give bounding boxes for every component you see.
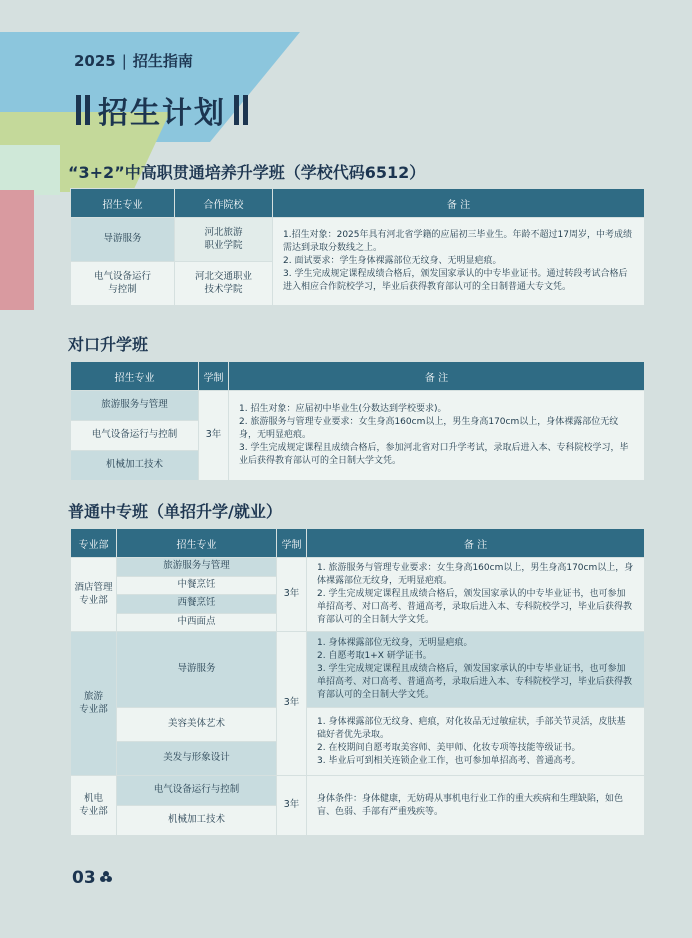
note-line: 3. 学生完成规定课程成绩合格后，颁发国家承认的中专毕业证书。通过转段考试合格后进入相应合作院校学习，毕业后获得教育部认可的全日制普通大专文凭。: [283, 269, 628, 293]
page-title: [68, 88, 256, 132]
note-line: 1. 招生对象：应届初中毕业生(分数达到学校要求)。: [239, 403, 447, 414]
note-line: 2. 面试要求：学生身体裸露部位无纹身、无明显疤痕。: [283, 255, 502, 266]
page-number: [72, 868, 113, 888]
section1-title: “3+2”中高职贯通培养升学班（学校代码6512）: [68, 163, 426, 182]
table-header-cell: 备 注: [307, 529, 645, 558]
dept-cell: 旅游 专业部: [71, 632, 117, 776]
dept-cell: 酒店管理 专业部: [71, 558, 117, 632]
note-line: 1.招生对象：2025年具有河北省学籍的应届初三毕业生。年龄不超过17周岁，中考成绩需达到录取分数线之上。: [283, 229, 632, 253]
major-cell: 西餐烹饪: [117, 595, 277, 614]
table-header-cell: 备 注: [273, 189, 645, 218]
duration-cell: 3年: [277, 632, 307, 776]
table-row: [71, 632, 645, 708]
table-header-row: [71, 362, 645, 391]
decor-mint-shape: [0, 145, 60, 195]
partner-cell: 河北交通职业 技术学院: [175, 262, 273, 306]
table-row: [71, 776, 645, 806]
table-header-cell: 招生专业: [117, 529, 277, 558]
note-line: 2. 学生完成规定课程且成绩合格后，颁发国家承认的中专毕业证书，也可参加单招高考、对口高考、普通高考，录取后进入本、专科院校学习，毕业后获得教育部认可的全日制大学文凭。: [317, 589, 633, 626]
major-cell: 机械加工技术: [71, 451, 199, 481]
dept-cell: 机电 专业部: [71, 776, 117, 836]
major-cell: 导游服务: [117, 632, 277, 708]
decor-pink-shape: [0, 190, 34, 310]
note-line: 1. 身体裸露部位无纹身，无明显疤痕。: [317, 638, 473, 649]
table-row: [71, 218, 645, 262]
title-bars-right-icon: [232, 95, 250, 125]
notes-cell: [307, 632, 645, 708]
note-line: 3. 毕业后可到相关连锁企业工作，也可参加单招高考、普通高考。: [317, 755, 581, 766]
duration-cell: 3年: [199, 391, 229, 481]
note-line: 1. 身体裸露部位无纹身、疤痕，对化妆品无过敏症状，手部关节灵活，皮肤基础好者优先录取。: [317, 716, 626, 740]
section1-table: [70, 188, 645, 306]
note-line: 1. 旅游服务与管理专业要求：女生身高160cm以上，男生身高170cm以上，身体裸露部位无纹身，无明显疤痕。: [317, 563, 634, 587]
table-header-cell: 备 注: [229, 362, 645, 391]
major-cell: 美容美体艺术: [117, 708, 277, 742]
header-year: 2025: [74, 52, 116, 70]
header-title: 招生指南: [132, 52, 193, 70]
table-header-cell: 合作院校: [175, 189, 273, 218]
major-cell: 电气设备运行 与控制: [71, 262, 175, 306]
section2-title: 对口升学班: [68, 335, 149, 354]
notes-cell: [273, 218, 645, 306]
page-title-text: 招生计划: [98, 96, 226, 131]
notes-cell: [307, 776, 645, 836]
notes-cell: [307, 558, 645, 632]
note-line: 3. 学生完成规定课程且成绩合格后，颁发国家承认的中专毕业证书，也可参加单招高考、对口高考、普通高考，录取后进入本、专科院校学习，毕业后获得教育部认可的全日制大学文凭。: [317, 664, 633, 701]
note-line: 2. 旅游服务与管理专业要求：女生身高160cm以上，男生身高170cm以上，身体裸露部位无纹身，无明显疤痕。: [239, 416, 619, 440]
major-cell: 旅游服务与管理: [71, 391, 199, 421]
table-header-row: [71, 189, 645, 218]
page-number-text: 03: [72, 868, 96, 888]
table-row: [71, 558, 645, 577]
table-row: [71, 391, 645, 421]
note-line: 2. 在校期间自愿考取美容师、美甲师、化妆专项等技能等级证书。: [317, 742, 581, 753]
duration-cell: 3年: [277, 776, 307, 836]
flower-icon: [99, 870, 113, 884]
notes-cell: [307, 708, 645, 776]
table-row: [71, 708, 645, 742]
major-cell: 电气设备运行与控制: [71, 421, 199, 451]
major-cell: 美发与形象设计: [117, 742, 277, 776]
table-header-cell: 学制: [277, 529, 307, 558]
major-cell: 机械加工技术: [117, 806, 277, 836]
section3-title: 普通中专班（单招升学/就业）: [68, 502, 282, 521]
major-cell: 电气设备运行与控制: [117, 776, 277, 806]
major-cell: 旅游服务与管理: [117, 558, 277, 577]
section3-table: [70, 528, 645, 836]
major-cell: 中西面点: [117, 613, 277, 632]
header-separator: |: [121, 52, 127, 70]
duration-cell: 3年: [277, 558, 307, 632]
note-line: 2. 自愿考取1+X 研学证书。: [317, 651, 432, 662]
table-header-cell: 招生专业: [71, 189, 175, 218]
note-line: 身体条件：身体健康，无妨碍从事机电行业工作的重大疾病和生理缺陷，如色盲、色弱、手部有严重残疾等。: [317, 793, 624, 817]
table-header-row: [71, 529, 645, 558]
partner-cell: 河北旅游 职业学院: [175, 218, 273, 262]
major-cell: 导游服务: [71, 218, 175, 262]
title-bars-left-icon: [74, 95, 92, 125]
page-header: [74, 50, 193, 71]
section2-table: [70, 361, 645, 481]
major-cell: 中餐烹饪: [117, 576, 277, 595]
table-header-cell: 学制: [199, 362, 229, 391]
table-header-cell: 专业部: [71, 529, 117, 558]
note-line: 3. 学生完成规定课程且成绩合格后，参加河北省对口升学考试，录取后进入本、专科院校学习，毕业后获得教育部认可的全日制大学文凭。: [239, 443, 629, 467]
table-header-cell: 招生专业: [71, 362, 199, 391]
notes-cell: [229, 391, 645, 481]
